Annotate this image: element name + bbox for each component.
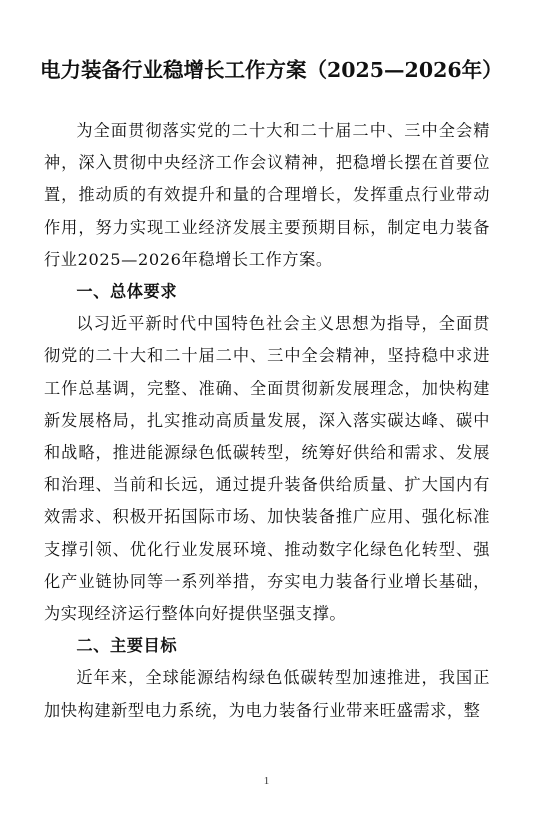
document-body [44,115,490,727]
section-heading-main-goals: 二、主要目标 [76,636,178,656]
general-requirements-paragraph: 以习近平新时代中国特色社会主义思想为指导，全面贯彻党的二十大和二十届二中、三中全会精神，坚持稳中求进工作总基调，完整、准确、全面贯彻新发展理念，加快构建新发展格局，扎实推动高质量发展，深入落实碳达峰、碳中和战略，推进能源绿色低碳转型，统筹好供给和需求、发展和治理、当前和长远，通过提升装备供给质量、扩大国内有效需求、积极开拓国际市场、加快装备推广应用、强化标准支撑引领、优化行业发展环境、推动数字化绿色化转型、强化产业链协同等一系列举措，夯实电力装备行业增长基础，为实现经济运行整体向好提供坚强支撑。 [44,314,490,624]
section-heading-general-requirements: 一、总体要求 [76,282,178,302]
intro-paragraph: 为全面贯彻落实党的二十大和二十届二中、三中全会精神，深入贯彻中央经济工作会议精神，把稳增长摆在首要位置，推动质的有效提升和量的合理增长，发挥重点行业带动作用，努力实现工业经济发展主要预期目标，制定电力装备行业2025—2026年稳增长工作方案。 [44,121,490,269]
page-number: 1 [263,775,270,787]
document-title: 电力装备行业稳增长工作方案（2025—2026年） [40,58,503,82]
main-goals-paragraph: 近年来，全球能源结构绿色低碳转型加速推进，我国正加快构建新型电力系统，为电力装备行业带来旺盛需求，整 [44,668,490,720]
